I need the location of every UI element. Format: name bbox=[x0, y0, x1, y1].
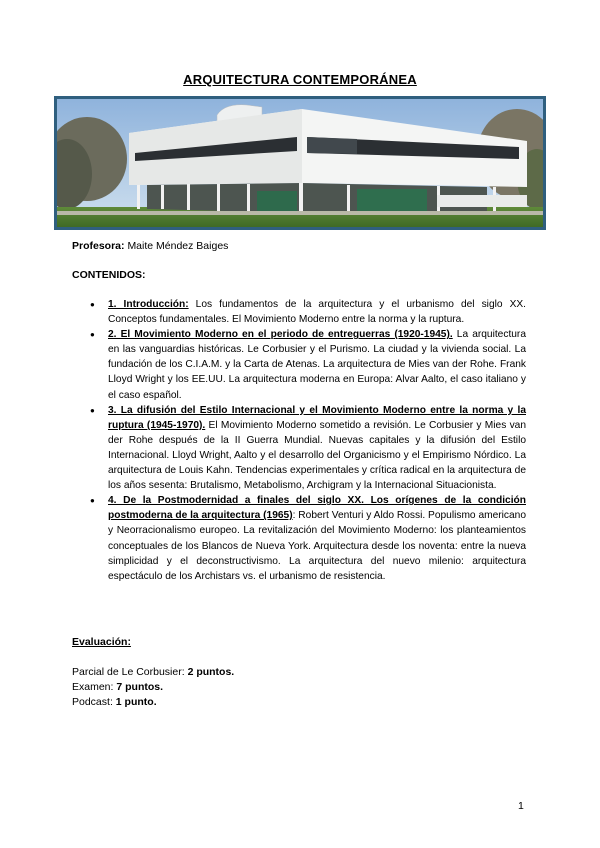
evaluation-label: Podcast: bbox=[72, 695, 116, 708]
topics-list bbox=[108, 297, 526, 584]
evaluation-item bbox=[72, 680, 234, 695]
topic-heading: 4. De la Postmodernidad a finales del siglo XX. Los orígenes de la condición postmoderna de la arquitectura (1965) bbox=[108, 495, 526, 522]
topic-text: El Movimiento Moderno sometido a revisión. Le Corbusier y Mies van der Rohe después de la II Guerra Mundial. Nuevas capitales y la difusión del Estilo Internacional. Lloyd Wright, Aalto y el desarrollo del Organicismo y el Empirismo Nórdico. La arquitectura de Louis Kahn. Tendencias experimentales y crítica radical en la arquitectura de los años sesenta: Brutalismo, Metabolismo, Archigram y la Internacional Situacionista. bbox=[108, 419, 526, 492]
topic-heading: 2. El Movimiento Moderno en el periodo de entreguerras (1920-1945). bbox=[108, 329, 453, 341]
topic-heading: 1. Introducción: bbox=[108, 299, 189, 310]
list-item bbox=[108, 327, 526, 402]
list-item bbox=[108, 297, 526, 327]
evaluation-value: 2 puntos. bbox=[187, 666, 235, 678]
topic-text: : Robert Venturi y Aldo Rossi. Populismo americano y Neorracionalismo europeo. La revitalización del Movimiento Moderno: los planteamientos conceptuales de los Blancos de Nueva York. Arquitectura desde los noventa: entre la nueva simplicidad y el deconstructivismo. La arquitectura del nuevo milenio: arquitectura espectáculo de los Archistars vs. el urbanismo de resistencia. bbox=[108, 510, 527, 582]
building-photo bbox=[54, 96, 546, 230]
evaluation-item bbox=[72, 695, 234, 710]
professor-line bbox=[72, 240, 228, 252]
professor-name: Maite Méndez Baiges bbox=[127, 240, 229, 252]
evaluation-heading: Evaluación: bbox=[72, 636, 131, 648]
evaluation-value: 7 puntos. bbox=[116, 680, 164, 693]
topic-heading: 3. La difusión del Estilo Internacional y el Movimiento Moderno entre la norma y la ruptura (1945-1970). bbox=[108, 404, 526, 431]
evaluation-list bbox=[72, 665, 234, 709]
evaluation-item bbox=[72, 665, 234, 680]
document-title: ARQUITECTURA CONTEMPORÁNEA bbox=[183, 72, 417, 87]
villa-savoye-image bbox=[57, 99, 543, 227]
evaluation-label: Parcial de Le Corbusier: bbox=[72, 666, 188, 678]
professor-label: Profesora: bbox=[72, 240, 125, 252]
topic-text: Los fundamentos de la arquitectura y el urbanismo del siglo XX. Conceptos fundamentales. El Movimiento Moderno entre la norma y la ruptura. bbox=[108, 299, 527, 326]
contents-heading: CONTENIDOS: bbox=[72, 269, 146, 281]
evaluation-label: Examen: bbox=[72, 680, 117, 693]
list-item bbox=[108, 493, 526, 584]
list-item bbox=[108, 403, 526, 494]
page-number: 1 bbox=[518, 800, 524, 812]
topic-text: La arquitectura en las vanguardias históricas. Le Corbusier y el Purismo. La ciudad y la vivienda social. La fundación de los C.I.A.M. y la Carta de Atenas. La arquitectura de Mies van der Rohe. Frank Lloyd Wright y los EE.UU. La arquitectura moderna en Europa: Alvar Aalto, el caso italiano y el caso español. bbox=[108, 329, 526, 401]
evaluation-value: 1 punto. bbox=[115, 695, 157, 708]
